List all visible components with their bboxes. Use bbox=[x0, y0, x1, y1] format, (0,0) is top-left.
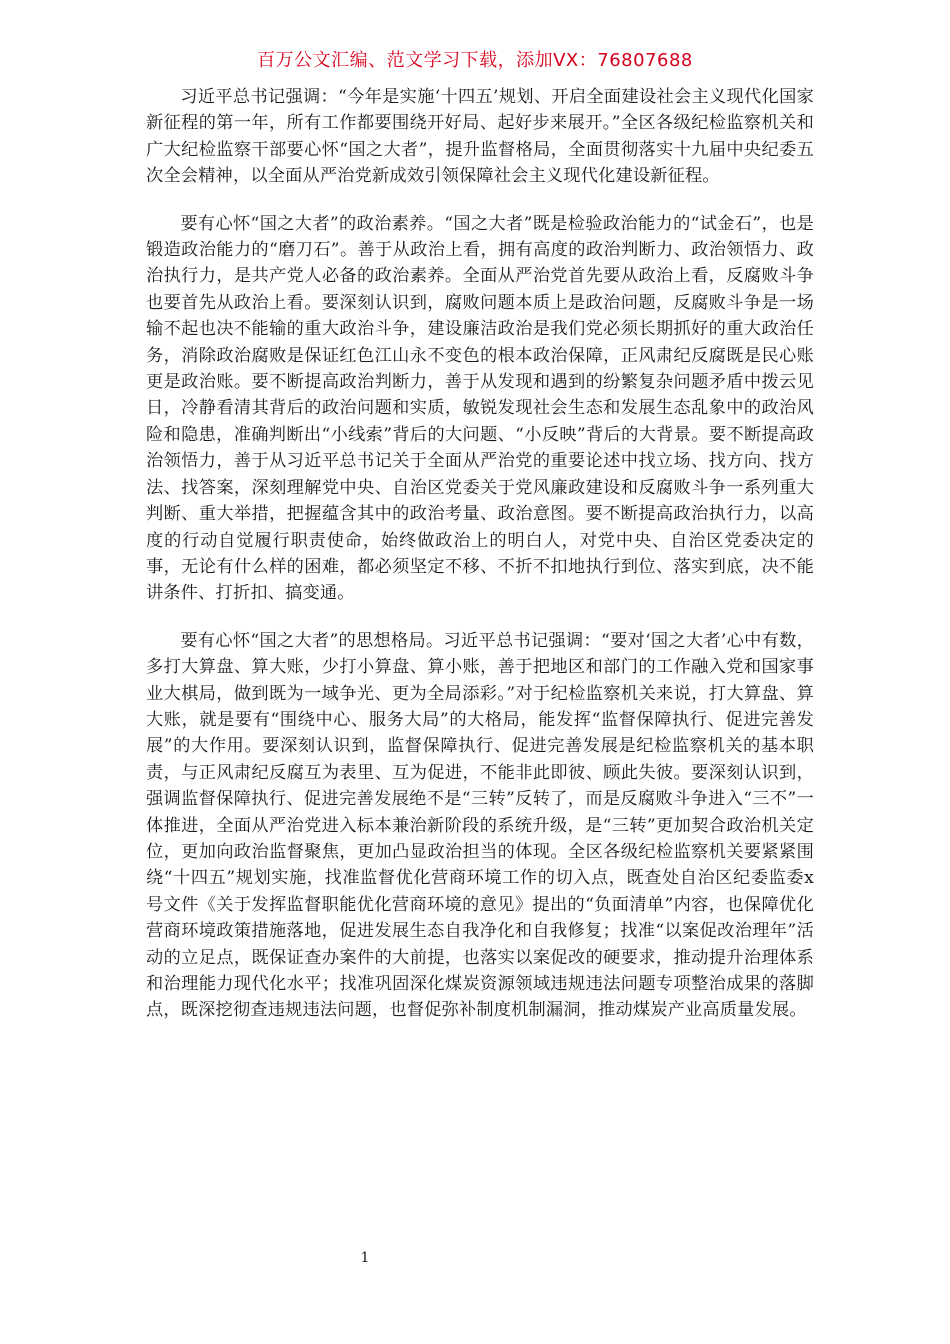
paragraph-ideological-pattern: 要有心怀“国之大者”的思想格局。习近平总书记强调：“要对‘国之大者’心中有数，多打大算盘、算大账，少打小算盘、算小账，善于把地区和部门的工作融入党和国家事业大棋局，做到既为一域争光、更为全局添彩。”对于纪检监察机关来说，打大算盘、算大账，就是要有“围绕中心、服务大局”的大格局，能发挥“监督保障执行、促进完善发展”的大作用。要深刻认识到，监督保障执行、促进完善发展是纪检监察机关的基本职责，与正风肃纪反腐互为表里、互为促进，不能非此即彼、顾此失彼。要深刻认识到，强调监督保障执行、促进完善发展绝不是“三转”反转了，而是反腐败斗争进入“三不”一体推进，全面从严治党进入标本兼治新阶段的系统升级，是“三转”更加契合政治机关定位，更加向政治监督聚焦，更加凸显政治担当的体现。全区各级纪检监察机关要紧紧围绕“十四五”规划实施，找准监督优化营商环境工作的切入点，既查处自治区纪委监委x号文件《关于发挥监督职能优化营商环境的意见》提出的“负面清单”内容，也保障优化营商环境政策措施落地，促进发展生态自我净化和自我修复；找准“以案促改治理年”活动的立足点，既保证查办案件的大前提，也落实以案促改的硬要求，推动提升治理体系和治理能力现代化水平；找准巩固深化煤炭资源领域违规违法问题专项整治成果的落脚点，既深挖彻查违规违法问题，也督促弥补制度机制漏洞，推动煤炭产业高质量发展。 bbox=[146, 630, 814, 1021]
header-banner: 百万公文汇编、范文学习下载，添加VX：76807688 bbox=[257, 50, 693, 71]
paragraph-political-quality: 要有心怀“国之大者”的政治素养。“国之大者”既是检验政治能力的“试金石”，也是锻造政治能力的“磨刀石”。善于从政治上看，拥有高度的政治判断力、政治领悟力、政治执行力，是共产党人必备的政治素养。全面从严治党首先要从政治上看，反腐败斗争也要首先从政治上看。要深刻认识到，腐败问题本质上是政治问题，反腐败斗争是一场输不起也决不能输的重大政治斗争，建设廉洁政治是我们党必须长期抓好的重大政治任务，消除政治腐败是保证红色江山永不变色的根本政治保障，正风肃纪反腐既是民心账更是政治账。要不断提高政治判断力，善于从发现和遇到的纷繁复杂问题矛盾中拨云见日，冷静看清其背后的政治问题和实质，敏锐发现社会生态和发展生态乱象中的政治风险和隐患，准确判断出“小线索”背后的大问题、“小反映”背后的大背景。要不断提高政治领悟力，善于从习近平总书记关于全面从严治党的重要论述中找立场、找方向、找方法、找答案，深刻理解党中央、自治区党委关于党风廉政建设和反腐败斗争一系列重大判断、重大举措，把握蕴含其中的政治考量、政治意图。要不断提高政治执行力，以高度的行动自觉履行职责使命，始终做政治上的明白人，对党中央、自治区党委决定的事，无论有什么样的困难，都必须坚定不移、不折不扣地执行到位、落实到底，决不能讲条件、打折扣、搞变通。 bbox=[146, 213, 814, 604]
page-number: 1 bbox=[360, 1250, 370, 1266]
paragraph-intro: 习近平总书记强调：“今年是实施‘十四五’规划、开启全面建设社会主义现代化国家新征程的第一年，所有工作都要围绕开好局、起好步来展开。”全区各级纪检监察机关和广大纪检监察干部要心怀“国之大者”，提升监督格局，全面贯彻落实十九届中央纪委五次全会精神，以全面从严治党新成效引领保障社会主义现代化建设新征程。 bbox=[146, 87, 814, 187]
document-body bbox=[146, 84, 814, 1045]
